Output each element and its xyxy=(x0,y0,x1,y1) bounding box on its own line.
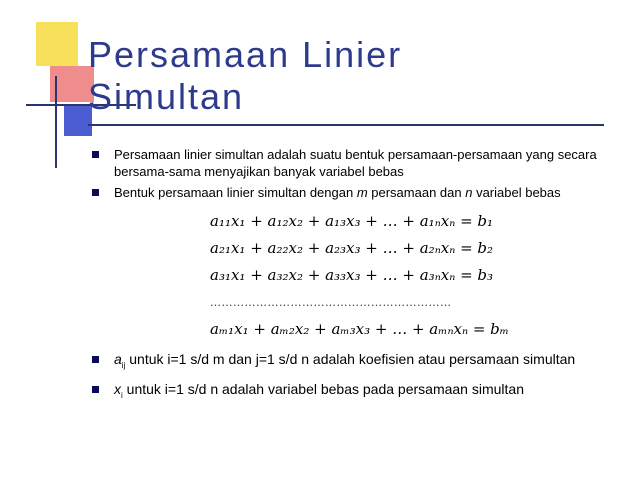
equation-row-2: a₂₁x₁ + a₂₂x₂ + a₂₃x₃ + … + a₂ₙxₙ = b₂ xyxy=(210,239,494,257)
equation-row-m: aₘ₁x₁ + aₘ₂x₂ + aₘ₃x₃ + … + aₘₙxₙ = bₘ xyxy=(210,320,509,338)
decor-vertical-line xyxy=(55,76,57,168)
title-divider xyxy=(88,124,604,126)
bullet-text-post: variabel bebas xyxy=(472,185,561,200)
bullet-item-4 xyxy=(78,380,608,405)
title-line-2: Simultan xyxy=(88,76,245,117)
title-line-1: Persamaan Linier xyxy=(88,34,403,75)
bullet-item-3 xyxy=(78,350,608,375)
square-bullet-icon xyxy=(92,356,99,363)
sub-i: i xyxy=(121,390,123,400)
equation-row-1: a₁₁x₁ + a₁₂x₂ + a₁₃x₃ + … + a₁ₙxₙ = b₁ xyxy=(210,212,494,230)
equation-row-3: a₃₁x₁ + a₃₂x₂ + a₃₃x₃ + … + a₃ₙxₙ = b₃ xyxy=(210,266,494,284)
bullet-item-2 xyxy=(78,184,608,201)
bullet-text: untuk i=1 s/d m dan j=1 s/d n adalah koefisien atau persamaan simultan xyxy=(125,351,576,367)
bullet-text-pre: Bentuk persamaan linier simultan dengan xyxy=(114,185,357,200)
bullet-text: Persamaan linier simultan adalah suatu bentuk persamaan-persamaan yang secara bersama-sama menyajikan banyak variabel bebas xyxy=(114,147,597,179)
var-a: a xyxy=(114,351,122,367)
bottom-bullet-list xyxy=(78,350,608,410)
equation-system xyxy=(210,208,509,343)
var-n: n xyxy=(465,185,473,200)
bullet-text-mid: persamaan dan xyxy=(367,185,466,200)
decor-yellow-block xyxy=(36,22,78,66)
var-x: x xyxy=(114,380,121,397)
bullet-text: untuk i=1 s/d n adalah variabel bebas pada persamaan simultan xyxy=(122,380,524,397)
top-bullet-list xyxy=(78,146,608,205)
square-bullet-icon xyxy=(92,189,99,196)
square-bullet-icon xyxy=(92,151,99,158)
bullet-item-1 xyxy=(78,146,608,180)
sub-ij: ij xyxy=(121,360,126,370)
var-m: m xyxy=(356,185,368,200)
slide-title xyxy=(88,34,402,118)
equation-ellipsis-row: ……………………………………………………… xyxy=(210,296,452,309)
square-bullet-icon xyxy=(92,386,99,393)
